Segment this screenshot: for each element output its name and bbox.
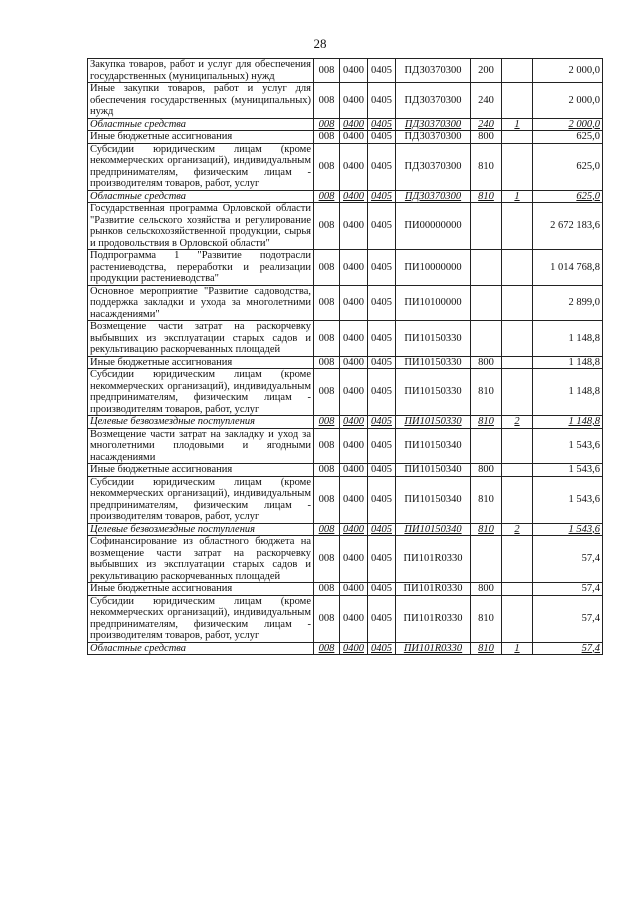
table-row [88,118,603,131]
cell-csr: ПИ101R0330 [396,595,471,642]
cell-gr: 008 [314,595,340,642]
cell-vr: 810 [471,369,502,416]
cell-csr: ПИ10150340 [396,464,471,477]
cell-pr: 0405 [368,416,396,429]
row-name: Субсидии юридическим лицам (кроме некоммерческих организаций), индивидуальным предпринимателям, физическим лицам - производителям товаров, работ, услуг [88,143,314,190]
row-name: Иные бюджетные ассигнования [88,464,314,477]
cell-rz: 0400 [340,59,368,83]
row-name: Целевые безвозмездные поступления [88,523,314,536]
cell-rz: 0400 [340,203,368,250]
table-row [88,369,603,416]
cell-pr: 0405 [368,476,396,523]
cell-vr [471,321,502,357]
cell-src: 1 [502,642,533,655]
row-name: Целевые безвозмездные поступления [88,416,314,429]
row-name: Основное мероприятие "Развитие садоводства, поддержка закладки и ухода за многолетними насаждениями" [88,285,314,321]
cell-vr: 810 [471,416,502,429]
cell-pr: 0405 [368,523,396,536]
cell-vr: 810 [471,190,502,203]
cell-rz: 0400 [340,416,368,429]
cell-gr: 008 [314,321,340,357]
cell-rz: 0400 [340,476,368,523]
cell-src [502,143,533,190]
cell-sum: 625,0 [533,143,603,190]
cell-pr: 0405 [368,143,396,190]
cell-rz: 0400 [340,356,368,369]
cell-pr: 0405 [368,250,396,286]
cell-csr: ПДЗ0370300 [396,131,471,144]
cell-sum: 1 543,6 [533,428,603,464]
cell-gr: 008 [314,203,340,250]
cell-pr: 0405 [368,464,396,477]
cell-pr: 0405 [368,428,396,464]
cell-gr: 008 [314,250,340,286]
cell-rz: 0400 [340,250,368,286]
cell-vr: 240 [471,83,502,119]
row-name: Подпрограмма 1 "Развитие подотрасли растениеводства, переработки и реализации продукции растениеводства" [88,250,314,286]
cell-vr [471,536,502,583]
row-name: Областные средства [88,118,314,131]
cell-pr: 0405 [368,59,396,83]
table-row [88,583,603,596]
cell-gr: 008 [314,285,340,321]
table-row [88,523,603,536]
cell-pr: 0405 [368,83,396,119]
cell-sum: 2 899,0 [533,285,603,321]
cell-gr: 008 [314,583,340,596]
cell-gr: 008 [314,428,340,464]
cell-vr [471,428,502,464]
cell-pr: 0405 [368,356,396,369]
row-name: Субсидии юридическим лицам (кроме некоммерческих организаций), индивидуальным предпринимателям, физическим лицам - производителям товаров, работ, услуг [88,595,314,642]
cell-src [502,536,533,583]
cell-pr: 0405 [368,595,396,642]
cell-rz: 0400 [340,190,368,203]
cell-sum: 1 543,6 [533,523,603,536]
row-name: Иные закупки товаров, работ и услуг для обеспечения государственных (муниципальных) нужд [88,83,314,119]
cell-vr: 800 [471,356,502,369]
cell-sum: 1 543,6 [533,476,603,523]
cell-csr: ПИ10150330 [396,321,471,357]
cell-gr: 008 [314,464,340,477]
cell-vr: 240 [471,118,502,131]
cell-gr: 008 [314,416,340,429]
cell-src [502,321,533,357]
cell-gr: 008 [314,369,340,416]
cell-gr: 008 [314,536,340,583]
cell-csr: ПДЗ0370300 [396,190,471,203]
cell-sum: 57,4 [533,595,603,642]
cell-pr: 0405 [368,583,396,596]
cell-src: 1 [502,190,533,203]
cell-src [502,583,533,596]
cell-sum: 2 000,0 [533,83,603,119]
cell-gr: 008 [314,59,340,83]
cell-src [502,250,533,286]
table-row [88,536,603,583]
cell-vr: 800 [471,464,502,477]
cell-src [502,131,533,144]
cell-pr: 0405 [368,642,396,655]
cell-csr: ПИ10150330 [396,416,471,429]
cell-pr: 0405 [368,131,396,144]
cell-csr: ПИ00000000 [396,203,471,250]
cell-gr: 008 [314,642,340,655]
cell-csr: ПИ10150340 [396,476,471,523]
cell-vr: 810 [471,143,502,190]
cell-sum: 57,4 [533,536,603,583]
row-name: Возмещение части затрат на закладку и уход за многолетними плодовыми и ягодными насаждениями [88,428,314,464]
row-name: Областные средства [88,642,314,655]
table-row [88,131,603,144]
table-row [88,203,603,250]
cell-csr: ПИ10000000 [396,250,471,286]
row-name: Софинансирование из областного бюджета на возмещение части затрат на раскорчевку выбывших из эксплуатации старых садов и рекультивацию раскорчеванных площадей [88,536,314,583]
cell-csr: ПИ101R0330 [396,583,471,596]
cell-vr: 800 [471,583,502,596]
cell-vr [471,250,502,286]
cell-rz: 0400 [340,583,368,596]
cell-vr: 200 [471,59,502,83]
cell-src [502,428,533,464]
cell-sum: 625,0 [533,131,603,144]
table-row [88,476,603,523]
table-row [88,285,603,321]
row-name: Иные бюджетные ассигнования [88,583,314,596]
row-name: Возмещение части затрат на раскорчевку выбывших из эксплуатации старых садов и рекультивацию раскорчеванных площадей [88,321,314,357]
table-row [88,428,603,464]
cell-src [502,203,533,250]
cell-src: 1 [502,118,533,131]
cell-gr: 008 [314,131,340,144]
cell-csr: ПИ10150330 [396,369,471,416]
cell-rz: 0400 [340,369,368,416]
cell-gr: 008 [314,476,340,523]
row-name: Областные средства [88,190,314,203]
cell-pr: 0405 [368,190,396,203]
cell-src [502,59,533,83]
cell-rz: 0400 [340,83,368,119]
cell-csr: ПДЗ0370300 [396,59,471,83]
table-row [88,642,603,655]
cell-src: 2 [502,523,533,536]
cell-gr: 008 [314,83,340,119]
table-row [88,595,603,642]
cell-csr: ПИ101R0330 [396,642,471,655]
cell-sum: 625,0 [533,190,603,203]
cell-csr: ПИ101R0330 [396,536,471,583]
cell-vr: 810 [471,476,502,523]
cell-gr: 008 [314,118,340,131]
row-name: Иные бюджетные ассигнования [88,356,314,369]
cell-csr: ПИ10150330 [396,356,471,369]
cell-src [502,369,533,416]
cell-csr: ПДЗ0370300 [396,118,471,131]
cell-gr: 008 [314,190,340,203]
cell-rz: 0400 [340,285,368,321]
cell-pr: 0405 [368,118,396,131]
cell-src [502,83,533,119]
cell-src [502,464,533,477]
cell-vr: 800 [471,131,502,144]
table-row [88,83,603,119]
cell-sum: 2 672 183,6 [533,203,603,250]
cell-sum: 2 000,0 [533,118,603,131]
table-body [88,59,603,655]
row-name: Иные бюджетные ассигнования [88,131,314,144]
table-row [88,59,603,83]
cell-csr: ПДЗ0370300 [396,83,471,119]
cell-sum: 1 014 768,8 [533,250,603,286]
cell-csr: ПИ10100000 [396,285,471,321]
cell-vr [471,203,502,250]
row-name: Закупка товаров, работ и услуг для обеспечения государственных (муниципальных) нужд [88,59,314,83]
cell-gr: 008 [314,356,340,369]
cell-src [502,285,533,321]
table-row [88,321,603,357]
cell-sum: 57,4 [533,642,603,655]
row-name: Субсидии юридическим лицам (кроме некоммерческих организаций), индивидуальным предпринимателям, физическим лицам - производителям товаров, работ, услуг [88,476,314,523]
page-number: 28 [313,36,327,51]
cell-vr: 810 [471,523,502,536]
cell-pr: 0405 [368,369,396,416]
cell-sum: 1 148,8 [533,356,603,369]
cell-rz: 0400 [340,464,368,477]
cell-csr: ПИ10150340 [396,523,471,536]
table-row [88,356,603,369]
cell-csr: ПИ10150340 [396,428,471,464]
cell-pr: 0405 [368,536,396,583]
row-name: Субсидии юридическим лицам (кроме некоммерческих организаций), индивидуальным предпринимателям, физическим лицам - производителям товаров, работ, услуг [88,369,314,416]
cell-sum: 1 543,6 [533,464,603,477]
cell-rz: 0400 [340,131,368,144]
cell-vr: 810 [471,595,502,642]
cell-gr: 008 [314,143,340,190]
cell-vr: 810 [471,642,502,655]
cell-rz: 0400 [340,536,368,583]
cell-csr: ПДЗ0370300 [396,143,471,190]
cell-rz: 0400 [340,595,368,642]
cell-src: 2 [502,416,533,429]
table-row [88,190,603,203]
cell-rz: 0400 [340,143,368,190]
cell-sum: 2 000,0 [533,59,603,83]
table-row [88,464,603,477]
cell-pr: 0405 [368,285,396,321]
cell-rz: 0400 [340,642,368,655]
cell-src [502,595,533,642]
cell-gr: 008 [314,523,340,536]
cell-sum: 1 148,8 [533,369,603,416]
cell-pr: 0405 [368,203,396,250]
cell-rz: 0400 [340,118,368,131]
cell-pr: 0405 [368,321,396,357]
row-name: Государственная программа Орловской области "Развитие сельского хозяйства и регулирование рынков сельскохозяйственной продукции, сырья и продовольствия в Орловской области" [88,203,314,250]
cell-sum: 1 148,8 [533,416,603,429]
cell-sum: 57,4 [533,583,603,596]
table-row [88,416,603,429]
budget-table [87,58,603,655]
table-row [88,143,603,190]
cell-sum: 1 148,8 [533,321,603,357]
cell-src [502,356,533,369]
cell-rz: 0400 [340,523,368,536]
cell-rz: 0400 [340,321,368,357]
cell-rz: 0400 [340,428,368,464]
cell-vr [471,285,502,321]
table-row [88,250,603,286]
cell-src [502,476,533,523]
